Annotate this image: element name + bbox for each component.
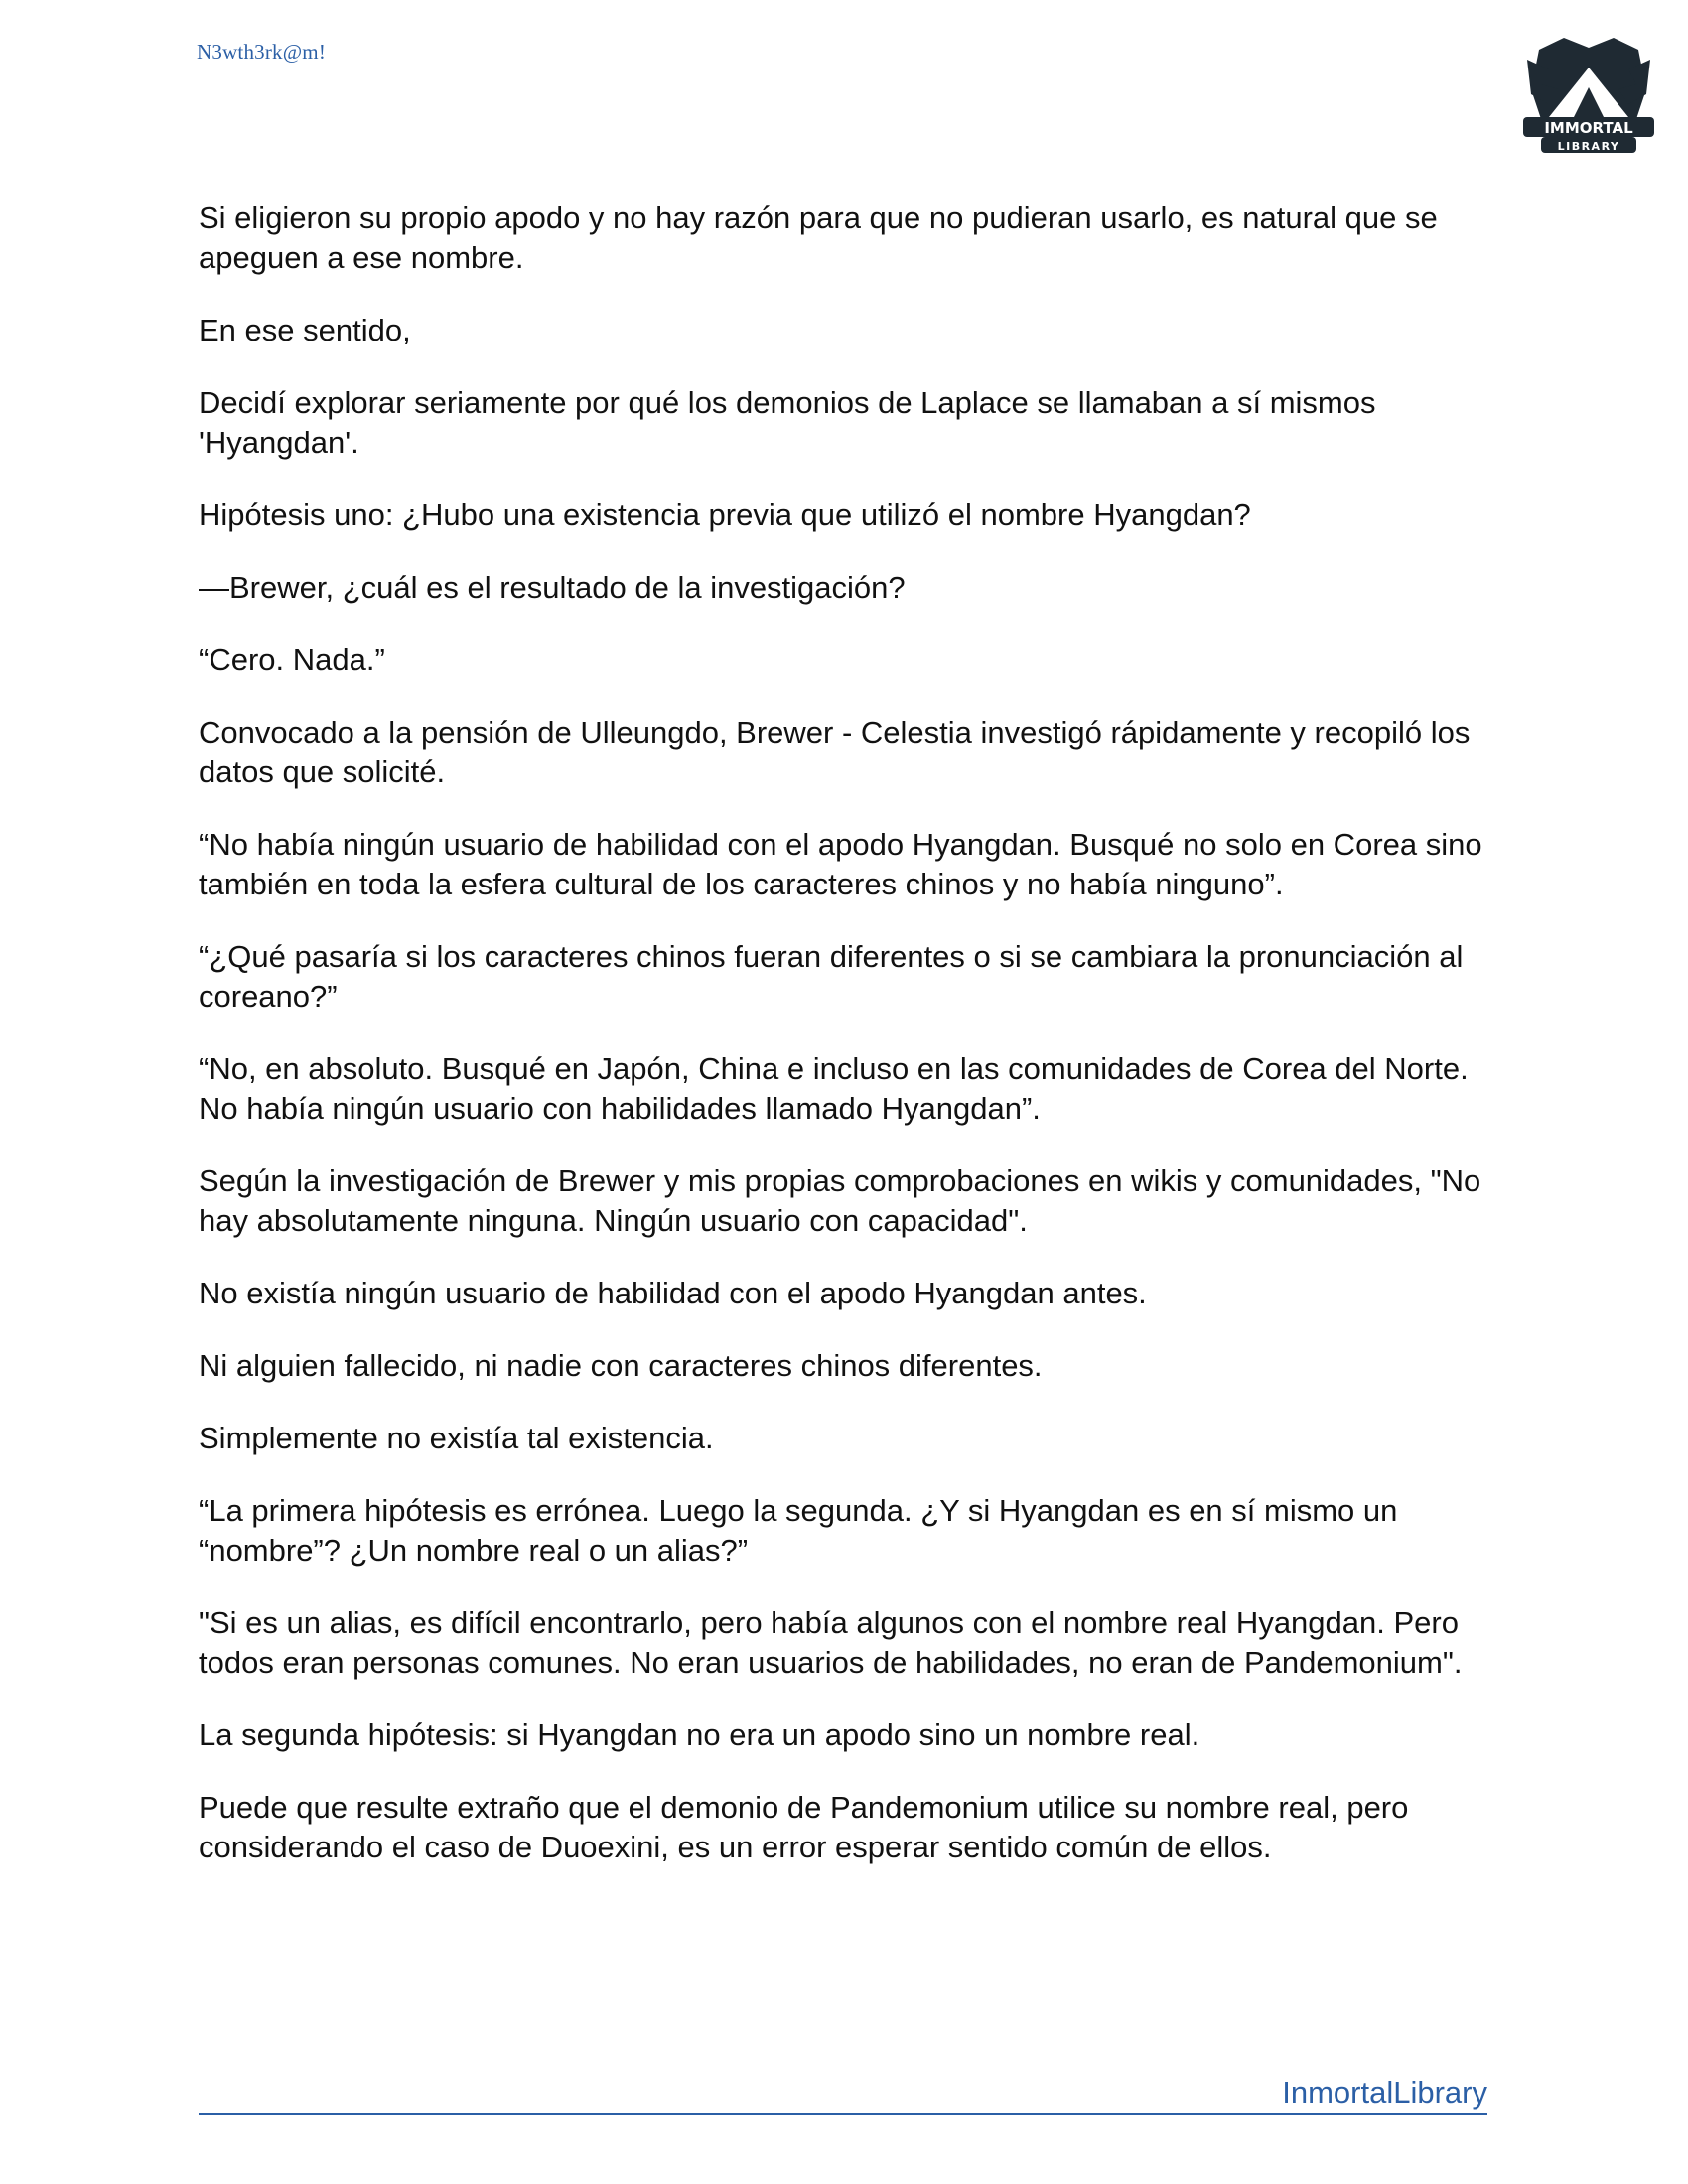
footer-link[interactable]: InmortalLibrary: [199, 2075, 1487, 2115]
paragraph: Simplemente no existía tal existencia.: [199, 1421, 714, 1455]
paragraph: “No había ningún usuario de habilidad con el apodo Hyangdan. Busqué no solo en Corea sino también en toda la esfera cultural de los caracteres chinos y no había ninguno”.: [199, 827, 1482, 901]
document-body: [199, 199, 1499, 1900]
paragraph: “Cero. Nada.”: [199, 642, 385, 677]
paragraph: Puede que resulte extraño que el demonio de Pandemonium utilice su nombre real, pero considerando el caso de Duoexini, es un error esperar sentido común de ellos.: [199, 1790, 1409, 1864]
paragraph: Según la investigación de Brewer y mis propias comprobaciones en wikis y comunidades, "No hay absolutamente ninguna. Ningún usuario con capacidad".: [199, 1163, 1481, 1238]
paragraph: Convocado a la pensión de Ulleungdo, Brewer - Celestia investigó rápidamente y recopiló los datos que solicité.: [199, 715, 1471, 789]
paragraph: "Si es un alias, es difícil encontrarlo, pero había algunos con el nombre real Hyangdan. Pero todos eran personas comunes. No eran usuarios de habilidades, no eran de Pandemonium".: [199, 1605, 1463, 1680]
paragraph: Ni alguien fallecido, ni nadie con caracteres chinos diferentes.: [199, 1348, 1043, 1383]
immortal-library-logo: [1519, 30, 1658, 164]
logo-text-library: LIBRARY: [1557, 140, 1620, 153]
paragraph: Decidí explorar seriamente por qué los demonios de Laplace se llamaban a sí mismos 'Hyangdan'.: [199, 385, 1376, 460]
paragraph: La segunda hipótesis: si Hyangdan no era un apodo sino un nombre real.: [199, 1717, 1200, 1752]
header-tag: N3wth3rk@m!: [197, 40, 327, 64]
paragraph: —Brewer, ¿cuál es el resultado de la investigación?: [199, 570, 906, 605]
paragraph: Si eligieron su propio apodo y no hay razón para que no pudieran usarlo, es natural que se apeguen a ese nombre.: [199, 201, 1438, 275]
paragraph: “¿Qué pasaría si los caracteres chinos fueran diferentes o si se cambiara la pronunciación al coreano?”: [199, 939, 1464, 1014]
paragraph: Hipótesis uno: ¿Hubo una existencia previa que utilizó el nombre Hyangdan?: [199, 497, 1251, 532]
paragraph: No existía ningún usuario de habilidad con el apodo Hyangdan antes.: [199, 1276, 1147, 1310]
paragraph: “No, en absoluto. Busqué en Japón, China e incluso en las comunidades de Corea del Norte. No había ningún usuario con habilidades llamado Hyangdan”.: [199, 1051, 1469, 1126]
paragraph: “La primera hipótesis es errónea. Luego la segunda. ¿Y si Hyangdan es en sí mismo un “nombre”? ¿Un nombre real o un alias?”: [199, 1493, 1398, 1568]
paragraph: En ese sentido,: [199, 313, 411, 347]
logo-text-immortal: IMMORTAL: [1544, 119, 1633, 137]
